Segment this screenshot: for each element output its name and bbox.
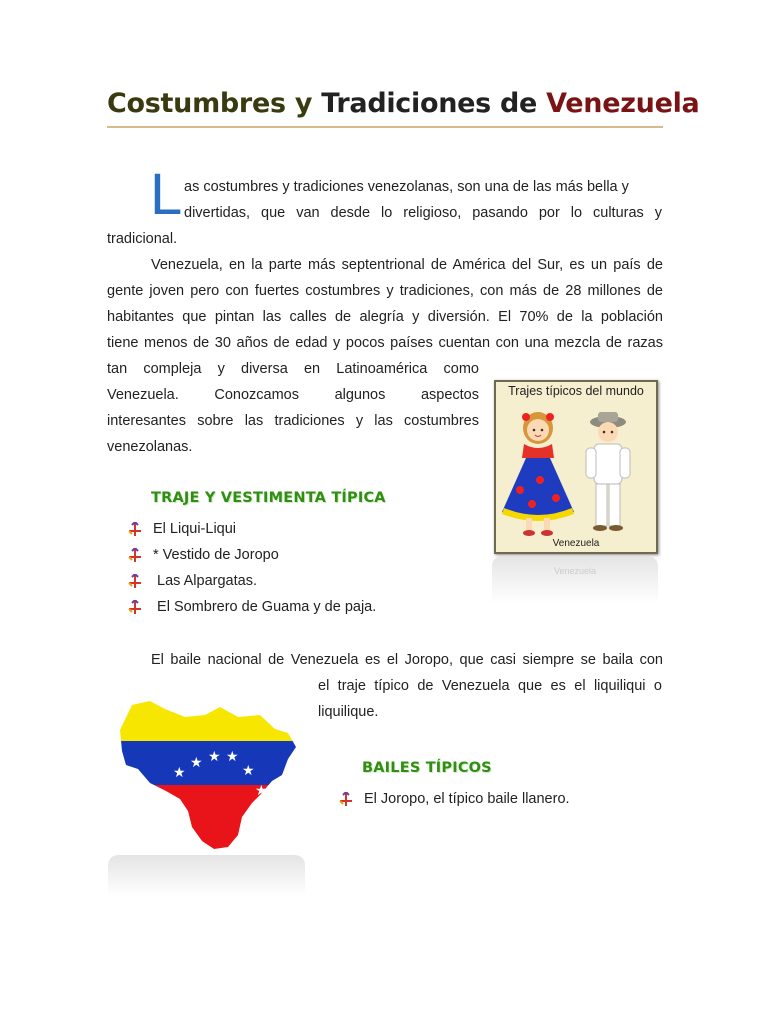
- title-divider: [107, 126, 663, 128]
- svg-text:★: ★: [226, 749, 239, 765]
- para2-line-6: Venezuela. Conozcamos algunos aspectos: [107, 387, 479, 403]
- para2-line-4: tiene menos de 30 años de edad y pocos países cuentan con una mezcla de razas: [107, 335, 663, 351]
- list-item: [128, 594, 376, 620]
- para2-line-2: gente joven pero con fuertes costumbres y tradiciones, con más de 28 millones de: [107, 283, 663, 299]
- costume-reflection-label: Venezuela: [553, 566, 597, 576]
- arrow-bullet-icon: [128, 548, 142, 562]
- list-item: [128, 568, 376, 594]
- arrow-bullet-icon: [128, 574, 142, 588]
- list-item: [339, 786, 570, 812]
- para2-line-3: habitantes que pintan las calles de alegría y diversión. El 70% de la población: [107, 309, 663, 325]
- page-title: [107, 88, 699, 119]
- arrow-bullet-icon: [339, 792, 353, 806]
- bailes-heading: BAILES TÍPICOS: [362, 760, 492, 776]
- list-item-text: El Joropo, el típico baile llanero.: [364, 791, 570, 807]
- title-part-3: Venezuela: [546, 88, 700, 119]
- baile-line-2: el traje típico de Venezuela que es el liquiliqui o: [318, 678, 662, 694]
- map-reflection: [108, 855, 305, 903]
- list-item: [128, 516, 376, 542]
- svg-text:★: ★: [255, 783, 268, 799]
- para2-line-8: venezolanas.: [107, 439, 193, 455]
- svg-text:★: ★: [173, 765, 186, 781]
- list-item-text: El Sombrero de Guama y de paja.: [153, 599, 377, 615]
- venezuela-flag-map: [110, 695, 310, 855]
- costume-caption: Trajes típicos del mundo: [508, 384, 644, 398]
- title-part-2: Tradiciones de: [321, 88, 538, 119]
- drop-cap: L: [150, 162, 183, 227]
- baile-line-3: liquilique.: [318, 704, 379, 720]
- intro-line-2: divertidas, que van desde lo religioso, pasando por lo culturas y: [184, 205, 662, 221]
- bailes-list: [339, 786, 570, 812]
- arrow-bullet-icon: [128, 522, 142, 536]
- intro-line-3: tradicional.: [107, 231, 178, 247]
- costume-label: Venezuela: [552, 538, 600, 549]
- list-item-text: El Liqui-Liqui: [153, 521, 237, 537]
- intro-line-1: as costumbres y tradiciones venezolanas, son una de las más bella y: [184, 179, 629, 195]
- costume-illustration: [496, 400, 656, 550]
- costume-reflection: [492, 556, 658, 612]
- traje-heading: TRAJE Y VESTIMENTA TÍPICA: [151, 490, 386, 506]
- list-item-text: Las Alpargatas.: [153, 573, 257, 589]
- list-item-text: * Vestido de Joropo: [153, 547, 279, 563]
- list-item: [128, 542, 376, 568]
- para2-line-7: interesantes sobre las tradiciones y las costumbres: [107, 413, 479, 429]
- arrow-bullet-icon: [128, 600, 142, 614]
- svg-text:★: ★: [190, 755, 203, 771]
- title-part-1: Costumbres y: [107, 88, 313, 119]
- svg-text:★: ★: [208, 749, 221, 765]
- svg-text:★: ★: [242, 763, 255, 779]
- baile-line-1: El baile nacional de Venezuela es el Joropo, que casi siempre se baila con: [151, 652, 663, 668]
- para2-line-1: Venezuela, en la parte más septentrional de América del Sur, es un país de: [151, 257, 663, 273]
- costume-image: [494, 380, 658, 554]
- traje-list: [128, 516, 376, 620]
- para2-line-5: tan compleja y diversa en Latinoamérica como: [107, 361, 479, 377]
